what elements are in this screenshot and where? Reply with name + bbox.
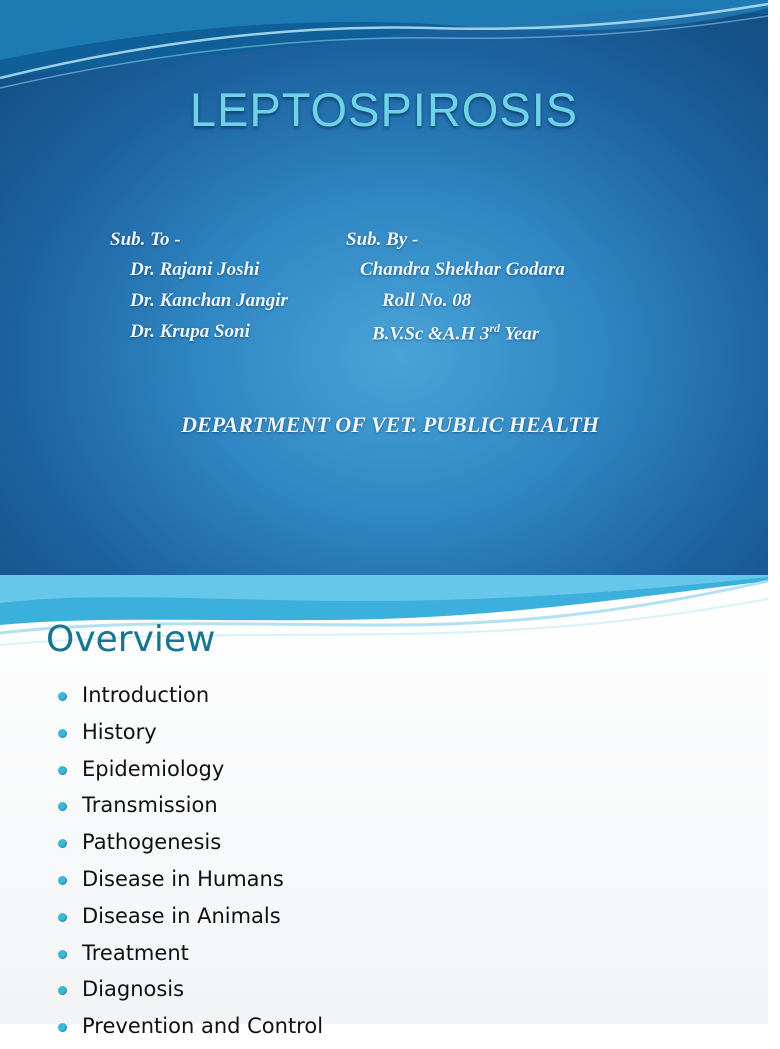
submitted-to-name: Dr. Rajani Joshi [130, 259, 260, 280]
bullet-icon [58, 876, 67, 885]
list-item: Diagnosis [58, 975, 323, 1012]
submitted-to-name: Dr. Krupa Soni [130, 321, 250, 342]
submitted-to-label: Sub. To - [110, 229, 181, 250]
list-item: Disease in Animals [58, 902, 323, 939]
course-year: B.V.Sc &A.H 3rd Year [372, 321, 540, 345]
list-item: Transmission [58, 791, 323, 828]
bullet-icon [58, 766, 67, 775]
list-item: Introduction [58, 681, 323, 718]
list-item: Epidemiology [58, 755, 323, 792]
overview-title: Overview [46, 619, 216, 660]
submitted-by-label: Sub. By - [346, 229, 419, 250]
overview-slide [0, 575, 768, 1039]
submitted-by-name: Chandra Shekhar Godara [360, 259, 565, 280]
overview-list [58, 681, 323, 1049]
bullet-icon [58, 913, 67, 922]
roll-number: Roll No. 08 [382, 290, 472, 311]
list-item: Prevention and Control [58, 1012, 323, 1049]
department-name: DEPARTMENT OF VET. PUBLIC HEALTH [181, 412, 599, 437]
list-item: Disease in Humans [58, 865, 323, 902]
list-item: History [58, 718, 323, 755]
submitted-to-name: Dr. Kanchan Jangir [130, 290, 288, 311]
slide-title: LEPTOSPIROSIS [189, 83, 579, 136]
list-item: Pathogenesis [58, 828, 323, 865]
bullet-icon [58, 692, 67, 701]
bullet-icon [58, 950, 67, 959]
bullet-icon [58, 729, 67, 738]
bullet-icon [58, 986, 67, 995]
list-item: Treatment [58, 939, 323, 976]
bullet-icon [58, 839, 67, 848]
bullet-icon [58, 802, 67, 811]
bullet-icon [58, 1023, 67, 1032]
